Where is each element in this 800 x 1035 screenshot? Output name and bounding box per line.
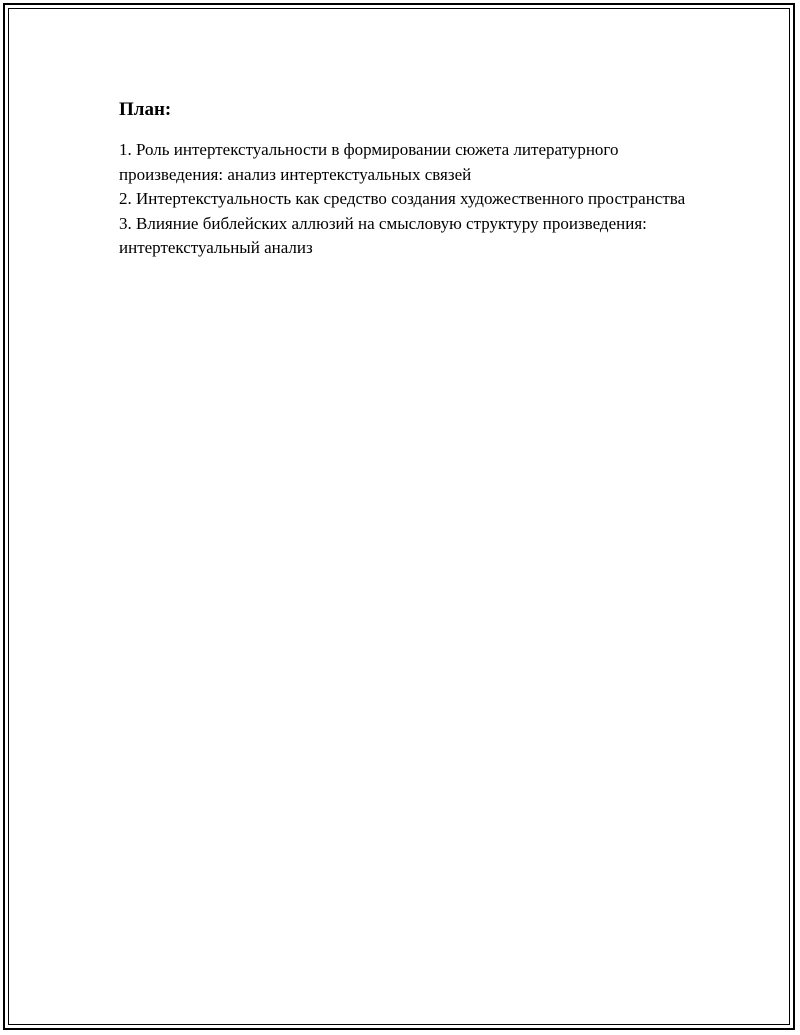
- plan-heading: План:: [119, 99, 172, 120]
- plan-item-3: 3. Влияние библейских аллюзий на смысловую структуру произведения: интертекстуальный анализ: [119, 213, 647, 257]
- document-body: [119, 96, 699, 261]
- page-border: [3, 3, 795, 1030]
- plan-list: [119, 138, 699, 261]
- plan-item-2: 2. Интертекстуальность как средство создания художественного пространства: [119, 189, 686, 208]
- plan-item-1: 1. Роль интертекстуальности в формировании сюжета литературного произведения: анализ интертекстуальных связей: [119, 140, 619, 184]
